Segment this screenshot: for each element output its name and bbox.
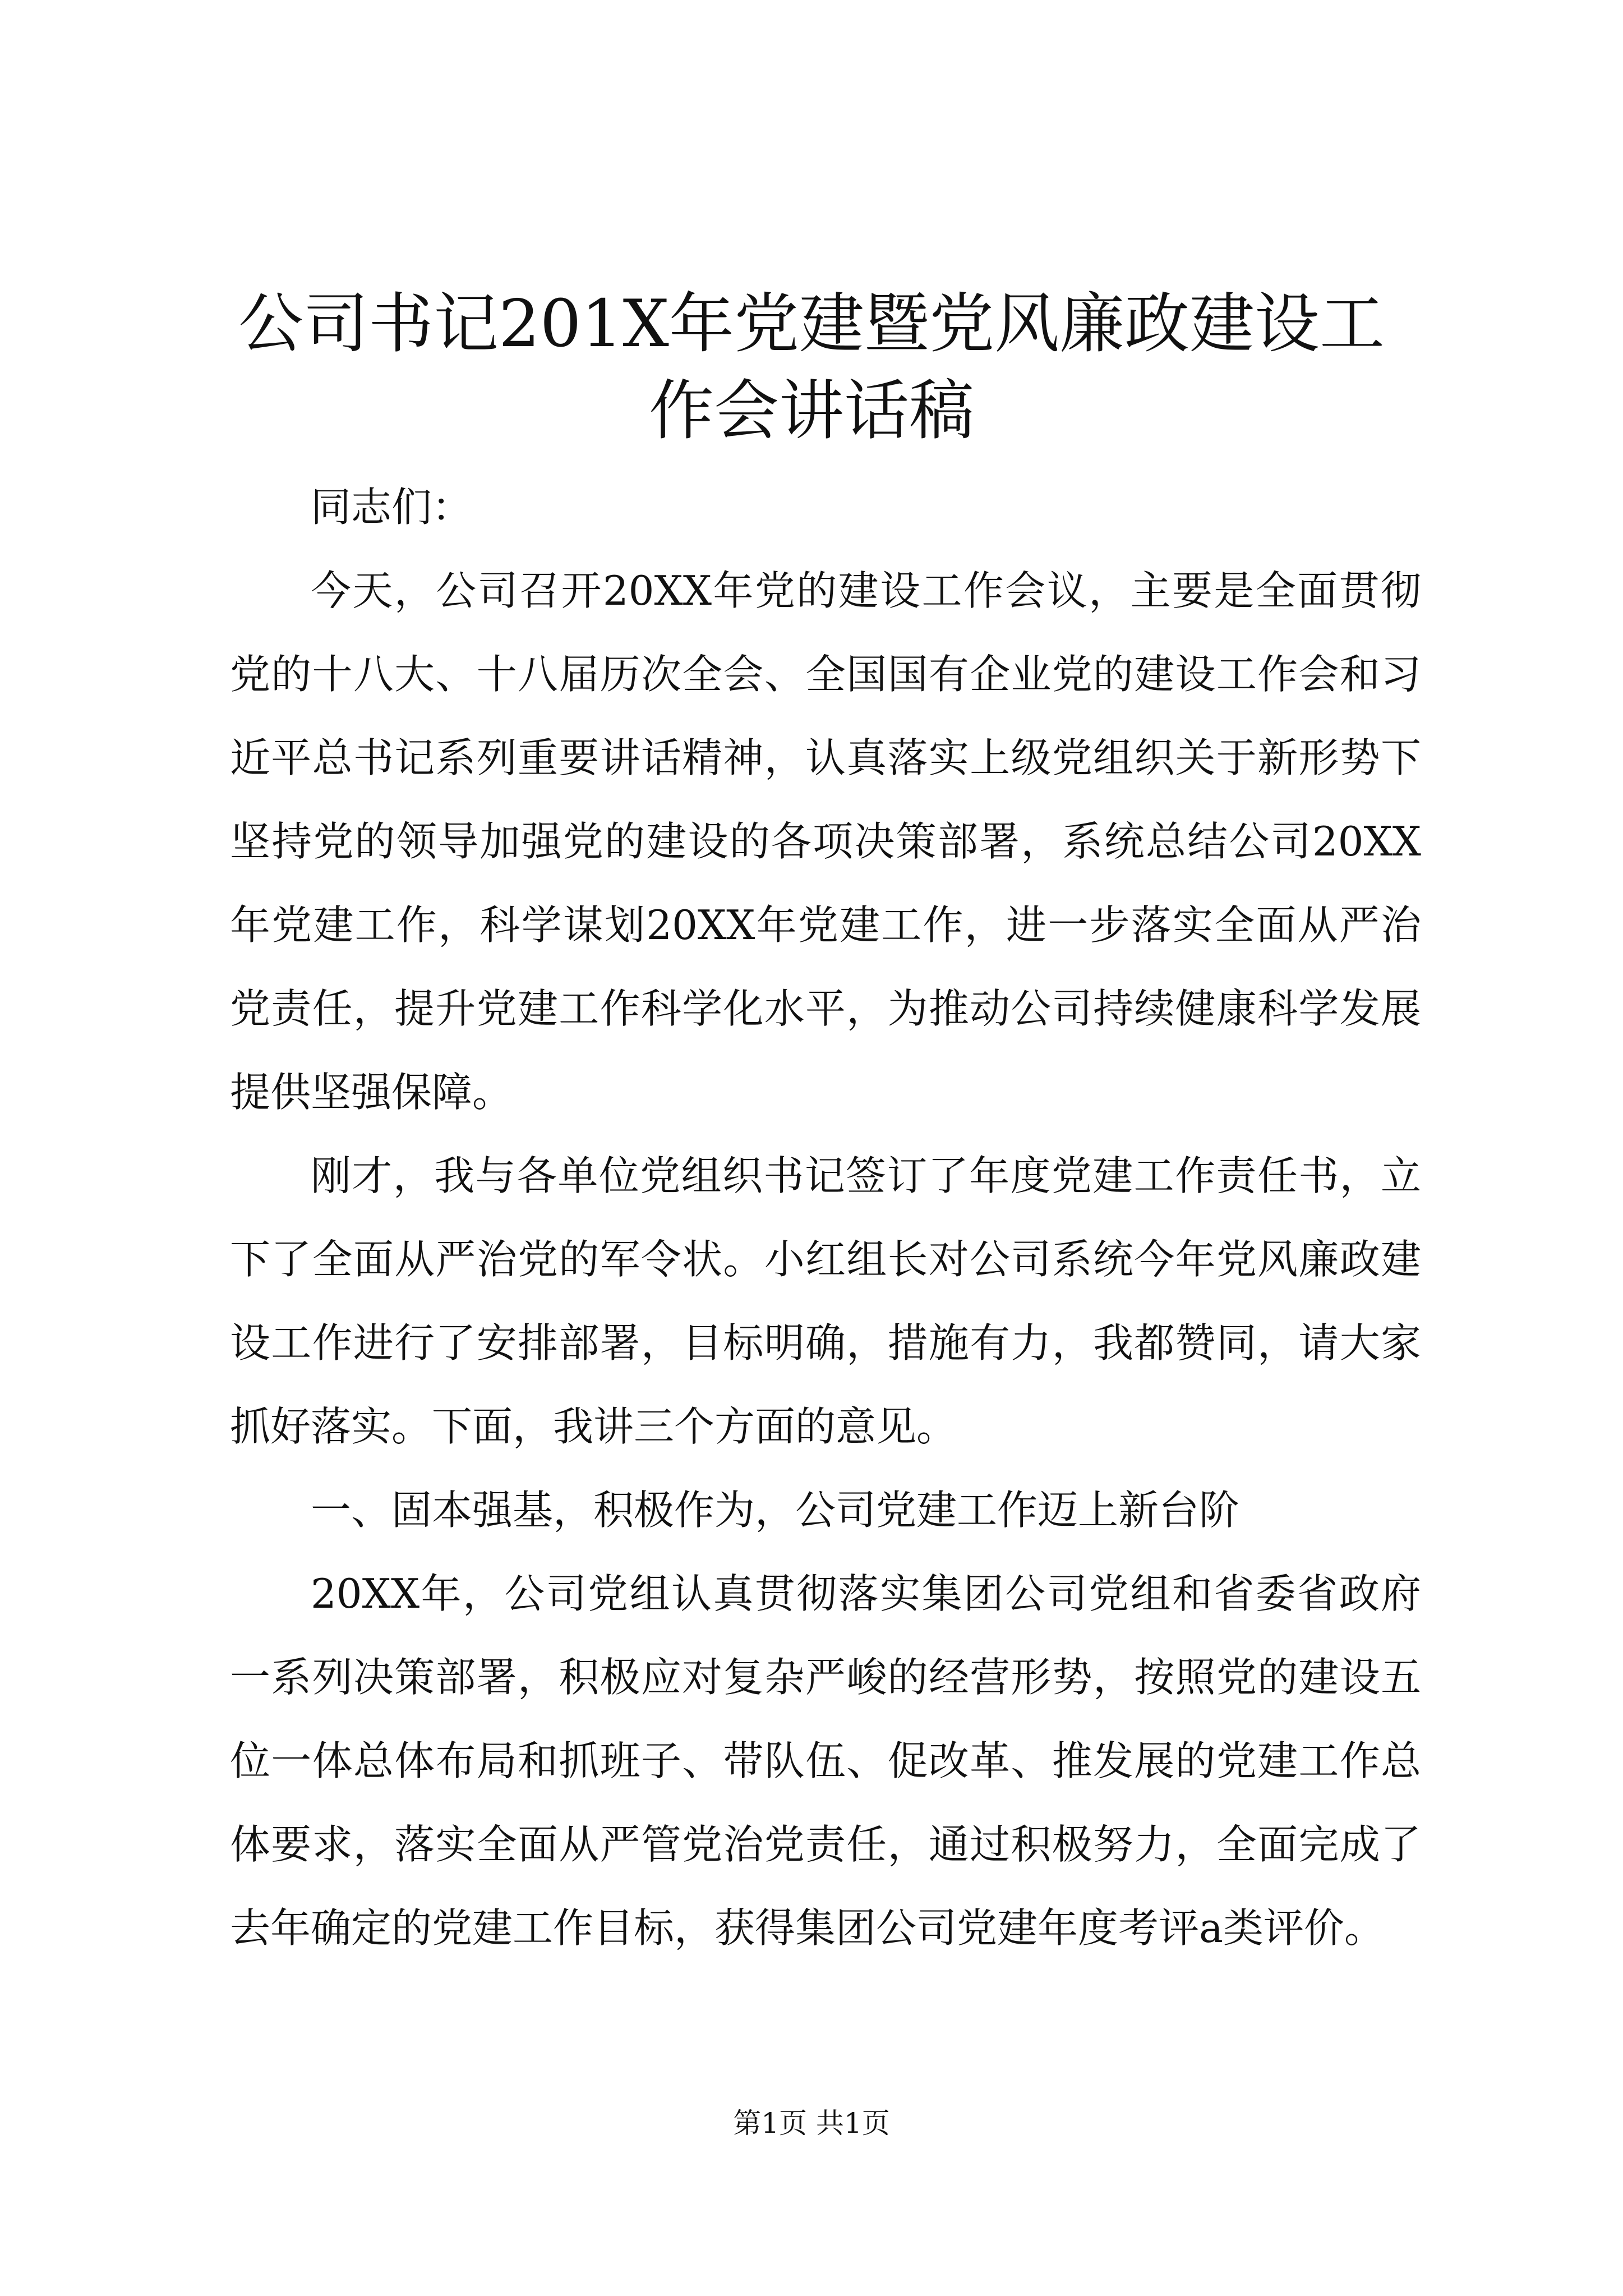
document-title: 公司书记201X年党建暨党风廉政建设工作会讲话稿: [238, 286, 1385, 449]
paragraph-responsibility: 刚才，我与各单位党组织书记签订了年度党建工作责任书，立下了全面从严治党的军令状。小红组长对公司系统今年党风廉政建设工作进行了安排部署，目标明确，措施有力，我都赞同，请大家抓好落实。下面，我讲三个方面的意见。: [230, 1152, 1421, 1450]
document-body: [230, 466, 1421, 1970]
page-number-footer: 第1页 共1页: [733, 2107, 890, 2139]
salutation: 同志们：: [311, 484, 473, 531]
paragraph-intro: 今天，公司召开20XX年党的建设工作会议，主要是全面贯彻党的十八大、十八届历次全会、全国国有企业党的建设工作会和习近平总书记系列重要讲话精神，认真落实上级党组织关于新形势下坚持党的领导加强党的建设的各项决策部署，系统总结公司20XX年党建工作，科学谋划20XX年党建工作，进一步落实全面从严治党责任，提升党建工作科学化水平，为推动公司持续健康科学发展提供坚强保障。: [230, 567, 1421, 1116]
paragraph-summary: 20XX年，公司党组认真贯彻落实集团公司党组和省委省政府一系列决策部署，积极应对复杂严峻的经营形势，按照党的建设五位一体总体布局和抓班子、带队伍、促改革、推发展的党建工作总体要求，落实全面从严管党治党责任，通过积极努力，全面完成了去年确定的党建工作目标，获得集团公司党建年度考评a类评价。: [230, 1570, 1421, 1952]
section-heading-1: 一、固本强基，积极作为，公司党建工作迈上新台阶: [311, 1487, 1240, 1534]
